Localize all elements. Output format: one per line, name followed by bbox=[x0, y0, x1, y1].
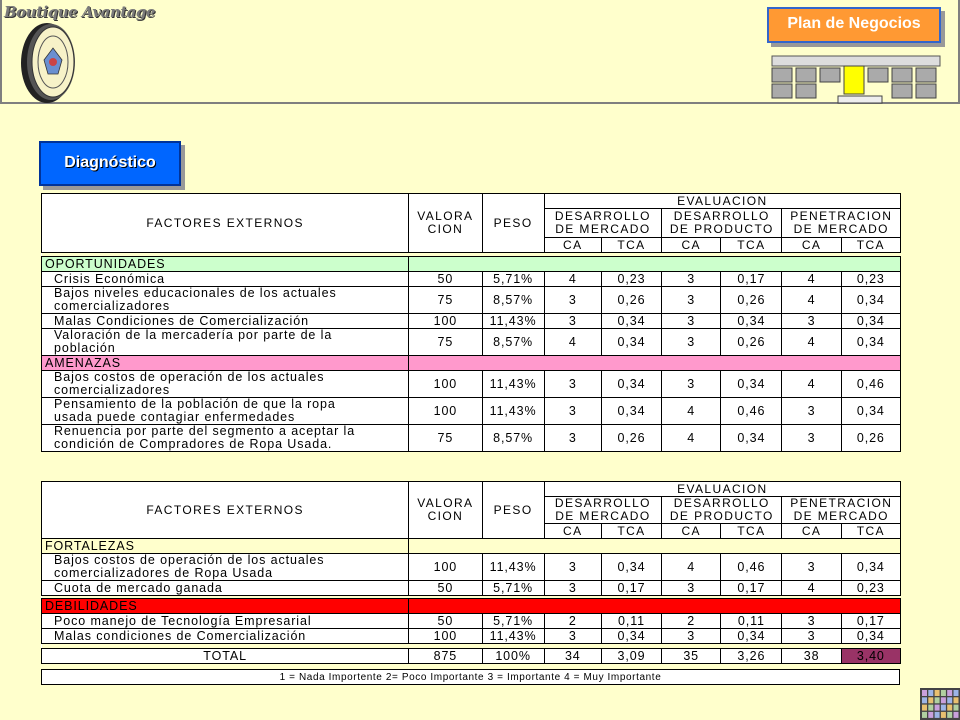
ca-cell: 4 bbox=[662, 554, 721, 581]
ca-cell: 3 bbox=[782, 425, 841, 452]
thumbnail-cell bbox=[928, 705, 933, 711]
tca-cell: 0,11 bbox=[721, 614, 782, 629]
factor-line: Poco manejo de Tecnología Empresarial bbox=[54, 613, 312, 628]
thumbnail-cell bbox=[935, 697, 940, 703]
tca-cell: 0,17 bbox=[601, 581, 661, 596]
valoracion-line1: VALORA bbox=[417, 496, 474, 510]
tca-cell: 0,26 bbox=[601, 425, 661, 452]
ca-cell: 3 bbox=[662, 371, 721, 398]
peso-cell: 8,57% bbox=[482, 287, 544, 314]
tca-cell: 0,34 bbox=[601, 314, 661, 329]
total-valoracion: 875 bbox=[409, 649, 482, 664]
factor-cell bbox=[42, 272, 409, 287]
strategy-2-line1: DESARROLLO bbox=[673, 209, 770, 223]
factor-line: Valoración de la mercadería por parte de la bbox=[54, 328, 333, 342]
thumbnail-cell bbox=[922, 705, 927, 711]
ca-cell: 4 bbox=[782, 272, 841, 287]
factor-line: Cuota de mercado ganada bbox=[54, 580, 223, 595]
factor-cell bbox=[42, 554, 409, 581]
ca-header: CA bbox=[544, 238, 601, 253]
factor-line: Malas condiciones de Comercialización bbox=[54, 628, 307, 643]
strategy-header-1 bbox=[544, 209, 661, 238]
strategy-3-line2: DE MERCADO bbox=[793, 509, 889, 523]
valoracion-line2: CION bbox=[427, 222, 464, 236]
valoracion-cell: 75 bbox=[409, 329, 482, 356]
tca-cell: 0,46 bbox=[841, 371, 900, 398]
tca-cell: 0,23 bbox=[601, 272, 661, 287]
oportunidades-rows bbox=[42, 272, 901, 356]
total-cell-highlight: 3,40 bbox=[841, 649, 900, 664]
ca-cell: 3 bbox=[662, 581, 721, 596]
tca-cell: 0,34 bbox=[601, 371, 661, 398]
ca-header: CA bbox=[782, 524, 841, 539]
factor-cell bbox=[42, 581, 409, 596]
ca-header: CA bbox=[662, 238, 721, 253]
ca-header: CA bbox=[782, 238, 841, 253]
valoracion-line1: VALORA bbox=[417, 209, 474, 223]
strategy-header-3 bbox=[782, 209, 901, 238]
table-row bbox=[42, 614, 901, 629]
strategy-2-line2: DE PRODUCTO bbox=[669, 222, 774, 236]
thumbnail-cell bbox=[941, 697, 946, 703]
tca-cell: 0,46 bbox=[721, 554, 782, 581]
factor-line: población bbox=[54, 341, 116, 355]
ca-cell: 4 bbox=[782, 371, 841, 398]
peso-cell: 11,43% bbox=[482, 398, 544, 425]
valoracion-cell: 100 bbox=[409, 398, 482, 425]
ca-cell: 3 bbox=[662, 629, 721, 644]
slide-thumbnail-icon[interactable] bbox=[920, 688, 960, 720]
valoracion-cell: 50 bbox=[409, 581, 482, 596]
peso-cell: 11,43% bbox=[482, 371, 544, 398]
strategy-header-2 bbox=[662, 209, 782, 238]
tca-header: TCA bbox=[841, 238, 900, 253]
factor-line: usada puede contagiar enfermedades bbox=[54, 410, 296, 424]
valoracion-line2: CION bbox=[427, 509, 464, 523]
ca-cell: 3 bbox=[662, 314, 721, 329]
peso-cell: 5,71% bbox=[482, 581, 544, 596]
factor-line: condición de Compradores de Ropa Usada. bbox=[54, 437, 333, 451]
thumbnail-cell bbox=[928, 697, 933, 703]
logo-text: Boutique Avantage bbox=[4, 3, 155, 21]
oportunidades-band bbox=[409, 257, 901, 272]
tca-cell: 0,23 bbox=[841, 581, 900, 596]
tca-cell: 0,17 bbox=[721, 272, 782, 287]
ca-cell: 4 bbox=[782, 581, 841, 596]
factor-line: Pensamiento de la población de que la ropa bbox=[54, 397, 336, 411]
ca-cell: 3 bbox=[662, 329, 721, 356]
strategy-3-line2: DE MERCADO bbox=[793, 222, 889, 236]
total-cell: 34 bbox=[544, 649, 601, 664]
peso-cell: 11,43% bbox=[482, 629, 544, 644]
factor-cell bbox=[42, 425, 409, 452]
factor-line: Malas Condiciones de Comercialización bbox=[54, 313, 309, 328]
tca-cell: 0,26 bbox=[721, 329, 782, 356]
plan-de-negocios-button[interactable] bbox=[767, 7, 941, 43]
ca-cell: 2 bbox=[544, 614, 601, 629]
ca-cell: 3 bbox=[544, 629, 601, 644]
ca-cell: 3 bbox=[544, 398, 601, 425]
ca-cell: 4 bbox=[662, 425, 721, 452]
factor-cell bbox=[42, 371, 409, 398]
ca-cell: 3 bbox=[662, 272, 721, 287]
factor-cell bbox=[42, 329, 409, 356]
ca-cell: 4 bbox=[782, 287, 841, 314]
amenazas-band bbox=[409, 356, 901, 371]
ca-cell: 3 bbox=[782, 554, 841, 581]
strategy-header-1 bbox=[544, 497, 661, 524]
strategy-header-3 bbox=[782, 497, 901, 524]
table-row bbox=[42, 329, 901, 356]
valoracion-cell: 50 bbox=[409, 272, 482, 287]
ca-cell: 3 bbox=[662, 287, 721, 314]
tca-cell: 0,46 bbox=[721, 398, 782, 425]
factors-header: FACTORES EXTERNOS bbox=[42, 482, 409, 539]
thumbnail-cell bbox=[935, 690, 940, 696]
table-row bbox=[42, 629, 901, 644]
tca-cell: 0,34 bbox=[721, 425, 782, 452]
total-row bbox=[42, 649, 901, 664]
total-cell: 3,26 bbox=[721, 649, 782, 664]
factor-line: Renuencia por parte del segmento a aceptar la bbox=[54, 424, 356, 438]
thumbnail-cell bbox=[928, 690, 933, 696]
valoracion-cell: 100 bbox=[409, 371, 482, 398]
strategy-1-line1: DESARROLLO bbox=[554, 209, 651, 223]
debilidades-label: DEBILIDADES bbox=[42, 599, 409, 614]
tca-cell: 0,34 bbox=[841, 314, 900, 329]
ca-cell: 3 bbox=[782, 314, 841, 329]
ca-header: CA bbox=[662, 524, 721, 539]
valoracion-cell: 75 bbox=[409, 287, 482, 314]
debilidades-band bbox=[409, 599, 901, 614]
thumbnail-cell bbox=[954, 690, 959, 696]
table-row bbox=[42, 272, 901, 287]
importance-legend: 1 = Nada Importente 2= Poco Importante 3 = Importante 4 = Muy Importante bbox=[41, 669, 900, 685]
external-factors-table-wrap bbox=[41, 193, 901, 452]
tca-cell: 0,34 bbox=[601, 329, 661, 356]
thumbnail-cell bbox=[954, 712, 959, 718]
tca-cell: 0,34 bbox=[601, 398, 661, 425]
table-row bbox=[42, 398, 901, 425]
tca-cell: 0,34 bbox=[841, 629, 900, 644]
tca-cell: 0,34 bbox=[841, 329, 900, 356]
fortalezas-band bbox=[409, 539, 901, 554]
tca-header: TCA bbox=[721, 238, 782, 253]
tca-header: TCA bbox=[601, 524, 661, 539]
total-cell: 3,09 bbox=[601, 649, 661, 664]
factor-line: Bajos costos de operación de los actuales bbox=[54, 553, 325, 567]
tca-cell: 0,23 bbox=[841, 272, 900, 287]
tca-cell: 0,34 bbox=[601, 629, 661, 644]
factors-header: FACTORES EXTERNOS bbox=[42, 194, 409, 253]
ca-cell: 3 bbox=[544, 371, 601, 398]
strategy-1-line1: DESARROLLO bbox=[554, 496, 651, 510]
thumbnail-cell bbox=[941, 705, 946, 711]
peso-cell: 5,71% bbox=[482, 614, 544, 629]
tca-header: TCA bbox=[841, 524, 900, 539]
valoracion-header bbox=[409, 194, 482, 253]
strategy-header-2 bbox=[662, 497, 782, 524]
table-row bbox=[42, 371, 901, 398]
factor-line: comercializadores de Ropa Usada bbox=[54, 566, 273, 580]
tca-cell: 0,17 bbox=[841, 614, 900, 629]
evaluacion-header: EVALUACION bbox=[544, 194, 900, 209]
ca-cell: 3 bbox=[544, 287, 601, 314]
peso-header: PESO bbox=[482, 194, 544, 253]
oportunidades-label: OPORTUNIDADES bbox=[42, 257, 409, 272]
diagnostico-label: Diagnóstico bbox=[64, 154, 156, 171]
ca-cell: 3 bbox=[544, 314, 601, 329]
factor-line: comercializadores bbox=[54, 383, 171, 397]
ca-cell: 4 bbox=[544, 329, 601, 356]
tca-header: TCA bbox=[601, 238, 661, 253]
valoracion-cell: 100 bbox=[409, 554, 482, 581]
ca-cell: 3 bbox=[544, 581, 601, 596]
valoracion-cell: 100 bbox=[409, 629, 482, 644]
peso-header: PESO bbox=[482, 482, 544, 539]
ca-cell: 3 bbox=[782, 614, 841, 629]
valoracion-cell: 100 bbox=[409, 314, 482, 329]
thumbnail-cell bbox=[941, 690, 946, 696]
org-chart-icon[interactable] bbox=[768, 52, 944, 104]
table-row bbox=[42, 425, 901, 452]
debilidades-rows bbox=[42, 614, 901, 644]
ca-cell: 2 bbox=[662, 614, 721, 629]
tca-cell: 0,17 bbox=[721, 581, 782, 596]
factor-cell bbox=[42, 287, 409, 314]
peso-cell: 11,43% bbox=[482, 314, 544, 329]
strategy-2-line2: DE PRODUCTO bbox=[669, 509, 774, 523]
thumbnail-cell bbox=[922, 690, 927, 696]
tca-cell: 0,34 bbox=[721, 371, 782, 398]
thumbnail-cell bbox=[941, 712, 946, 718]
thumbnail-cell bbox=[954, 705, 959, 711]
ca-cell: 3 bbox=[544, 425, 601, 452]
amenazas-rows bbox=[42, 371, 901, 452]
ca-cell: 4 bbox=[662, 398, 721, 425]
total-cell: 35 bbox=[662, 649, 721, 664]
ca-cell: 3 bbox=[782, 629, 841, 644]
tca-cell: 0,34 bbox=[721, 629, 782, 644]
tca-header: TCA bbox=[721, 524, 782, 539]
total-cell: 38 bbox=[782, 649, 841, 664]
fortalezas-rows bbox=[42, 554, 901, 596]
table-row bbox=[42, 287, 901, 314]
strategy-1-line2: DE MERCADO bbox=[555, 509, 651, 523]
factor-line: Bajos niveles educacionales de los actuales bbox=[54, 286, 337, 300]
header-bar bbox=[0, 0, 960, 104]
thumbnail-cell bbox=[922, 697, 927, 703]
strategy-1-line2: DE MERCADO bbox=[555, 222, 651, 236]
peso-cell: 11,43% bbox=[482, 554, 544, 581]
peso-cell: 8,57% bbox=[482, 329, 544, 356]
internal-factors-table-wrap bbox=[41, 481, 901, 664]
tca-cell: 0,34 bbox=[841, 554, 900, 581]
plan-de-negocios-label: Plan de Negocios bbox=[787, 15, 921, 32]
header-left-border bbox=[0, 0, 2, 104]
thumbnail-cell bbox=[928, 712, 933, 718]
table-row bbox=[42, 581, 901, 596]
diagnostico-button[interactable] bbox=[39, 141, 181, 186]
fortalezas-label: FORTALEZAS bbox=[42, 539, 409, 554]
strategy-3-line1: PENETRACION bbox=[790, 209, 893, 223]
table-row bbox=[42, 554, 901, 581]
ca-cell: 4 bbox=[782, 329, 841, 356]
ca-cell: 3 bbox=[782, 398, 841, 425]
thumbnail-cell bbox=[954, 697, 959, 703]
strategy-2-line1: DESARROLLO bbox=[673, 496, 770, 510]
ca-cell: 4 bbox=[544, 272, 601, 287]
evaluacion-header: EVALUACION bbox=[544, 482, 900, 497]
tca-cell: 0,11 bbox=[601, 614, 661, 629]
valoracion-header bbox=[409, 482, 482, 539]
tca-cell: 0,26 bbox=[841, 425, 900, 452]
thumbnail-cell bbox=[947, 697, 952, 703]
ca-header: CA bbox=[544, 524, 601, 539]
peso-cell: 8,57% bbox=[482, 425, 544, 452]
peso-cell: 5,71% bbox=[482, 272, 544, 287]
valoracion-cell: 50 bbox=[409, 614, 482, 629]
external-factors-table bbox=[41, 193, 901, 452]
thumbnail-cell bbox=[935, 705, 940, 711]
tca-cell: 0,26 bbox=[601, 287, 661, 314]
valoracion-cell: 75 bbox=[409, 425, 482, 452]
university-seal-icon bbox=[16, 20, 78, 106]
thumbnail-cell bbox=[947, 712, 952, 718]
internal-factors-table bbox=[41, 481, 901, 664]
total-peso: 100% bbox=[482, 649, 544, 664]
ca-cell: 3 bbox=[544, 554, 601, 581]
tca-cell: 0,34 bbox=[721, 314, 782, 329]
tca-cell: 0,34 bbox=[841, 398, 900, 425]
thumbnail-cell bbox=[935, 712, 940, 718]
thumbnail-cell bbox=[947, 690, 952, 696]
factor-cell bbox=[42, 614, 409, 629]
tca-cell: 0,34 bbox=[601, 554, 661, 581]
tca-cell: 0,34 bbox=[841, 287, 900, 314]
factor-line: comercializadores bbox=[54, 299, 171, 313]
thumbnail-cell bbox=[947, 705, 952, 711]
amenazas-label: AMENAZAS bbox=[42, 356, 409, 371]
factor-line: Bajos costos de operación de los actuales bbox=[54, 370, 325, 384]
total-label: TOTAL bbox=[42, 649, 409, 664]
tca-cell: 0,26 bbox=[721, 287, 782, 314]
factor-line: Crisis Económica bbox=[54, 271, 165, 286]
table-row bbox=[42, 314, 901, 329]
factor-cell bbox=[42, 314, 409, 329]
factor-cell bbox=[42, 629, 409, 644]
thumbnail-cell bbox=[922, 712, 927, 718]
strategy-3-line1: PENETRACION bbox=[790, 496, 893, 510]
factor-cell bbox=[42, 398, 409, 425]
